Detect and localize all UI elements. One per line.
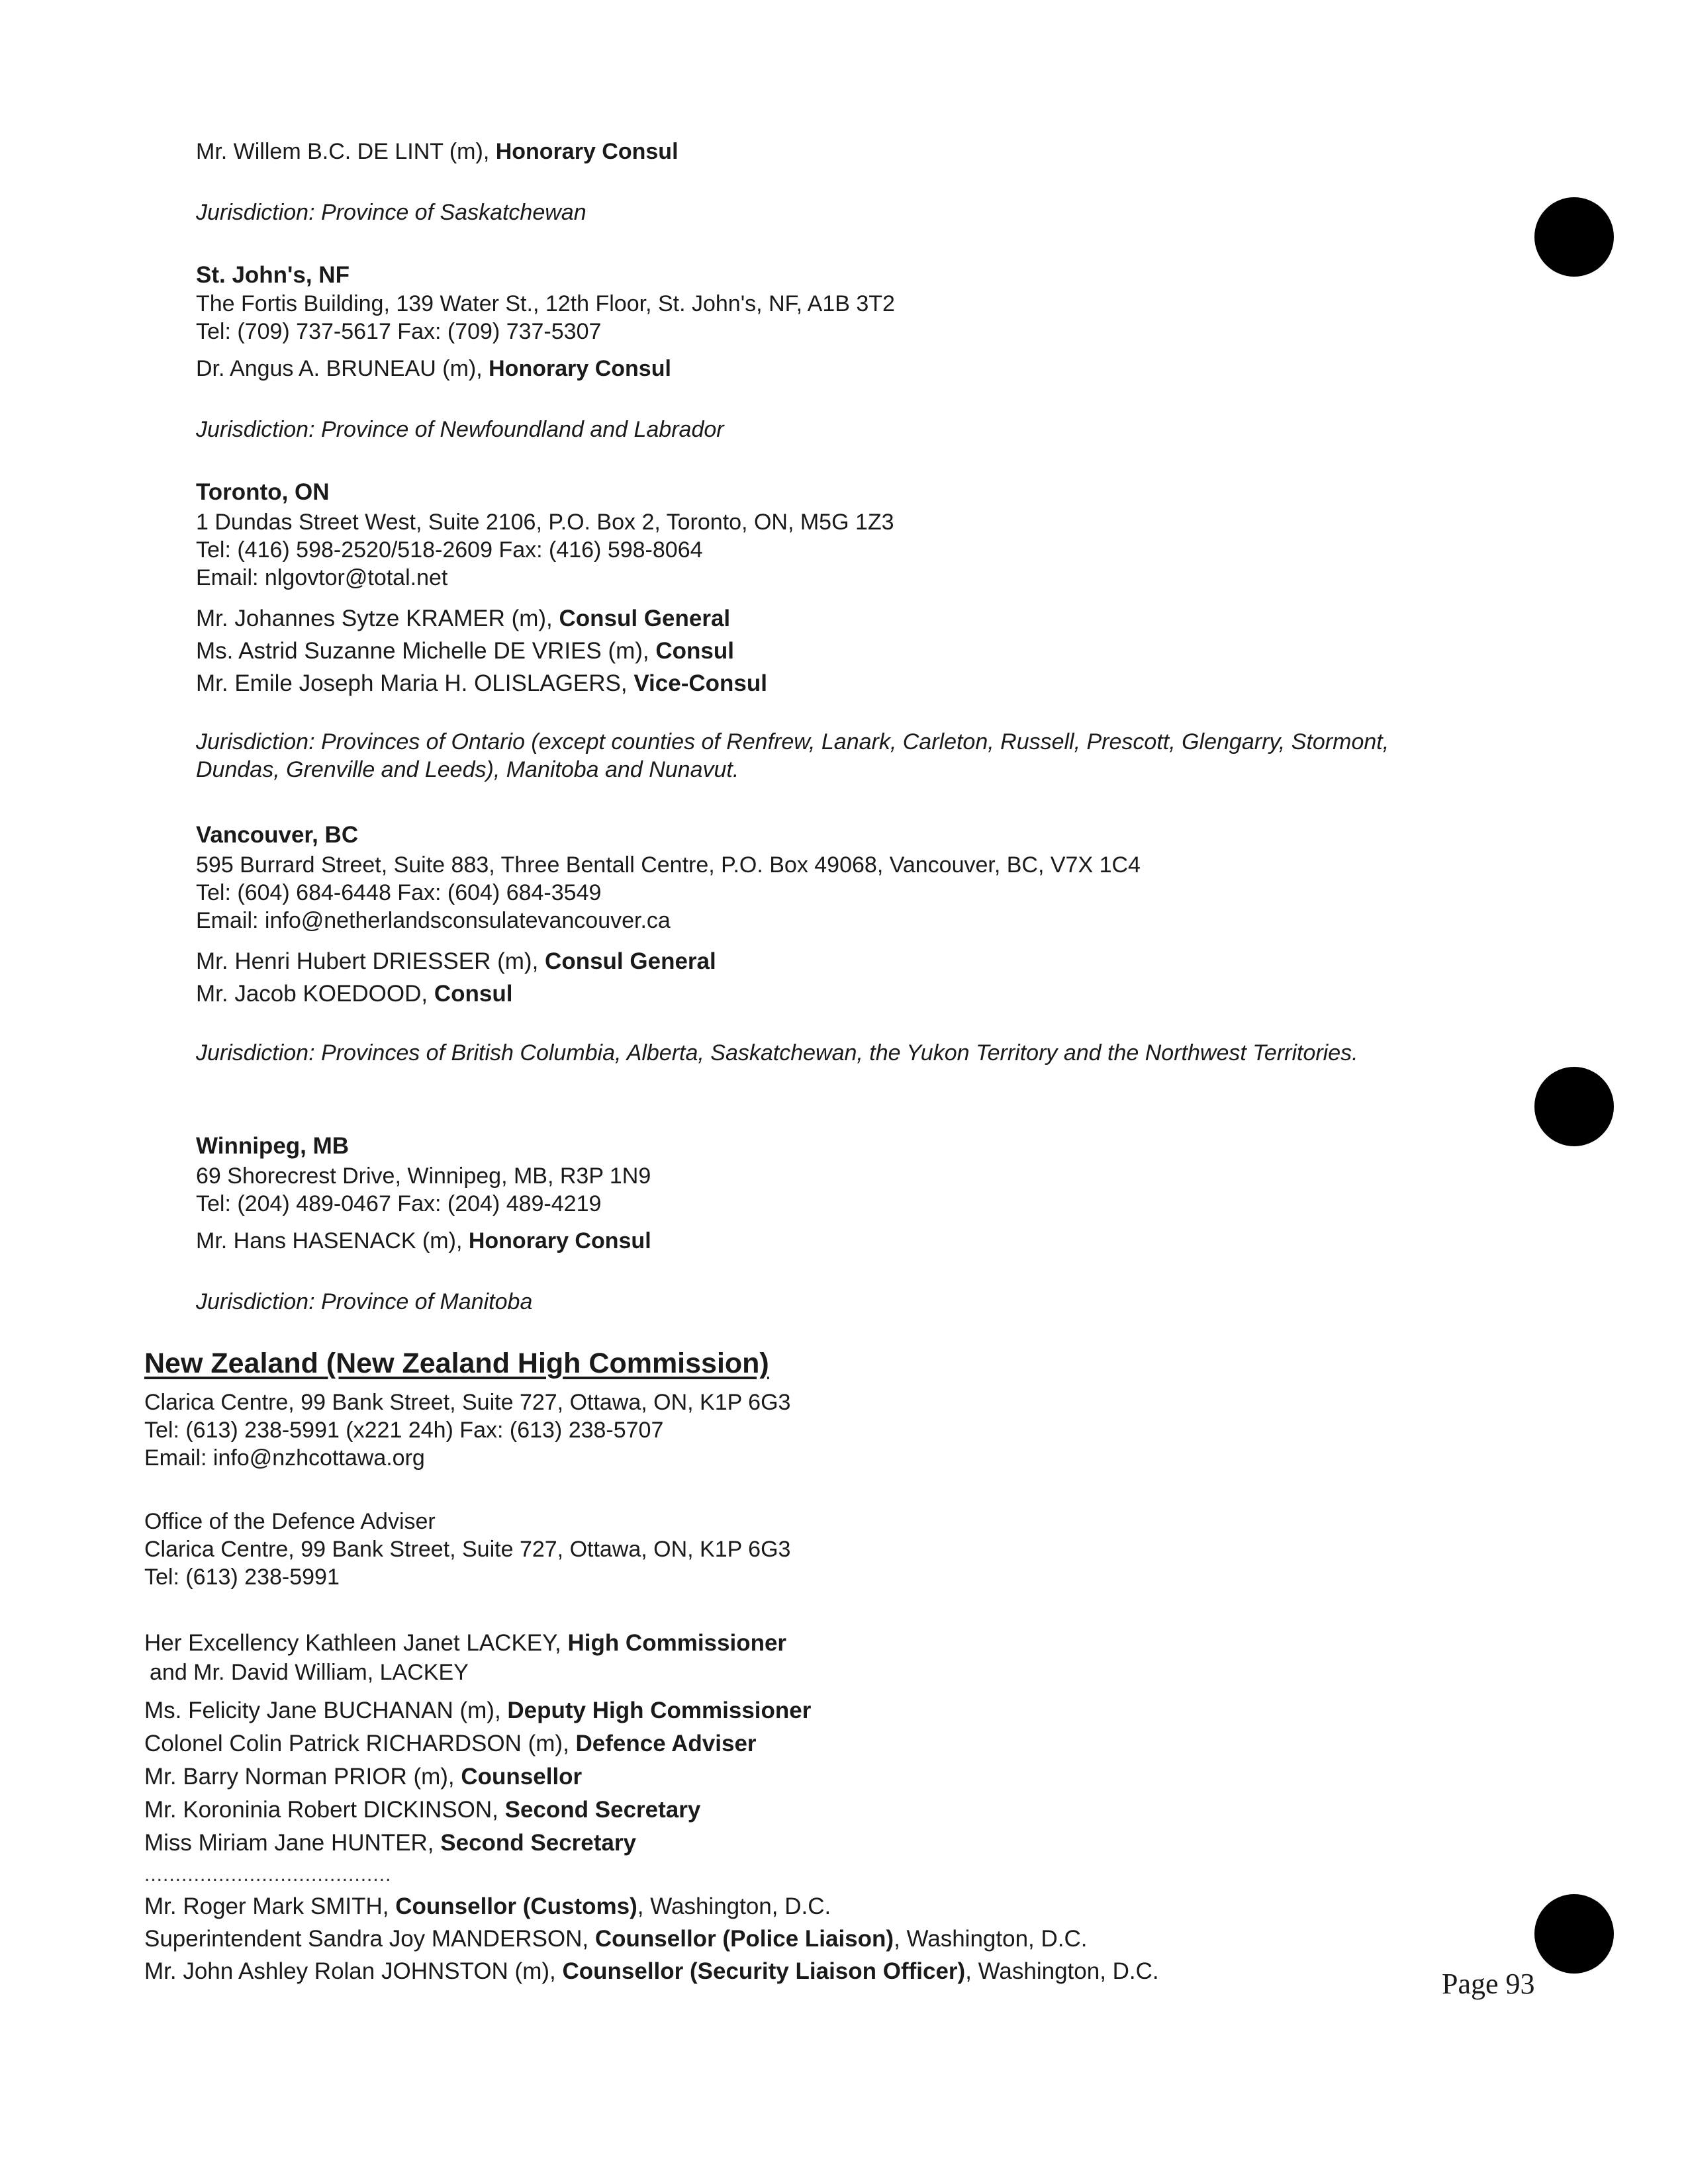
person-location: , Washington, D.C.	[894, 1926, 1088, 1952]
staff-row	[196, 602, 1520, 635]
person-title: Consul	[434, 981, 513, 1007]
punch-hole-middle	[1534, 1067, 1614, 1146]
person-title: Honorary Consul	[489, 356, 671, 381]
phone-line: Tel: (613) 238-5991 (x221 24h) Fax: (613) 238-5707	[144, 1418, 664, 1443]
person-title: Consul General	[545, 948, 716, 974]
staff-list	[144, 1694, 1468, 1860]
person-title: Consul General	[559, 606, 731, 631]
person-name: Miss Miriam Jane HUNTER,	[144, 1830, 441, 1856]
person-title: Counsellor (Customs)	[395, 1893, 637, 1919]
person-name: Mr. Johannes Sytze KRAMER (m),	[196, 606, 559, 631]
person-name: Ms. Astrid Suzanne Michelle DE VRIES (m),	[196, 638, 656, 664]
address-line: 595 Burrard Street, Suite 883, Three Bentall Centre, P.O. Box 49068, Vancouver, BC, V7X 1C4	[196, 852, 1141, 878]
person-title: High Commissioner	[567, 1630, 787, 1656]
phone-line: Tel: (416) 598-2520/518-2609 Fax: (416) 598-8064	[196, 537, 703, 563]
person-name: Mr. Willem B.C. DE LINT (m),	[196, 139, 496, 164]
person-title: Vice-Consul	[633, 670, 767, 696]
head-of-mission-line	[144, 1629, 1468, 1657]
staff-row	[144, 1760, 1468, 1794]
person-name: Mr. Barry Norman PRIOR (m),	[144, 1764, 461, 1790]
person-title: Counsellor	[461, 1764, 583, 1790]
person-title: Second Secretary	[504, 1797, 701, 1823]
email-line: Email: info@nzhcottawa.org	[144, 1445, 425, 1471]
jurisdiction-line: Dundas, Grenville and Leeds), Manitoba and Nunavut.	[196, 757, 739, 782]
person-name: Colonel Colin Patrick RICHARDSON (m),	[144, 1731, 576, 1756]
person-title: Second Secretary	[440, 1830, 636, 1856]
washington-staff-list	[144, 1890, 1468, 1987]
jurisdiction-text: Jurisdiction: Province of Manitoba	[196, 1289, 533, 1314]
staff-list	[196, 945, 1520, 1010]
phone-line: Tel: (709) 737-5617 Fax: (709) 737-5307	[196, 319, 602, 344]
person-name: Mr. Hans HASENACK (m),	[196, 1228, 469, 1253]
country-heading: New Zealand (New Zealand High Commission)	[144, 1347, 769, 1379]
person-name: Mr. Koroninia Robert DICKINSON,	[144, 1797, 505, 1823]
phone-line: Tel: (204) 489-0467 Fax: (204) 489-4219	[196, 1191, 602, 1216]
jurisdiction-text: Jurisdiction: Provinces of British Columbia, Alberta, Saskatchewan, the Yukon Territory and the Northwest Territories.	[196, 1040, 1358, 1066]
address-line: 69 Shorecrest Drive, Winnipeg, MB, R3P 1N9	[196, 1163, 651, 1189]
staff-row	[144, 1727, 1468, 1760]
jurisdiction-text	[196, 728, 1520, 784]
jurisdiction-text: Jurisdiction: Province of Newfoundland and Labrador	[196, 417, 724, 442]
city-heading: Vancouver, BC	[196, 822, 359, 848]
person-name: Her Excellency Kathleen Janet LACKEY,	[144, 1630, 568, 1656]
staff-row	[144, 1955, 1468, 1987]
person-title: Defence Adviser	[575, 1731, 757, 1756]
dotted-separator: ........................................	[144, 1864, 392, 1886]
staff-row	[196, 667, 1520, 700]
person-name: Mr. John Ashley Rolan JOHNSTON (m),	[144, 1958, 563, 1984]
person-line	[196, 1227, 1520, 1255]
spouse-line: and Mr. David William, LACKEY	[150, 1660, 469, 1685]
address-line: The Fortis Building, 139 Water St., 12th Floor, St. John's, NF, A1B 3T2	[196, 291, 895, 316]
jurisdiction-line: Jurisdiction: Provinces of Ontario (except counties of Renfrew, Lanark, Carleton, Russell, Prescott, Glengarry, Stormont,	[196, 729, 1389, 754]
jurisdiction-text: Jurisdiction: Province of Saskatchewan	[196, 200, 586, 225]
person-title: Counsellor (Security Liaison Officer)	[562, 1958, 966, 1984]
punch-hole-top	[1534, 197, 1614, 277]
person-name: Superintendent Sandra Joy MANDERSON,	[144, 1926, 595, 1952]
person-title: Honorary Consul	[495, 139, 679, 164]
staff-list	[196, 602, 1520, 700]
person-title: Counsellor (Police Liaison)	[594, 1926, 894, 1952]
person-location: , Washington, D.C.	[965, 1958, 1159, 1984]
staff-row	[144, 1827, 1468, 1860]
person-line	[196, 355, 1520, 383]
city-heading: St. John's, NF	[196, 262, 350, 288]
person-title: Deputy High Commissioner	[507, 1698, 812, 1723]
city-heading: Toronto, ON	[196, 479, 330, 505]
person-line	[196, 138, 1520, 165]
address-line: Clarica Centre, 99 Bank Street, Suite 727, Ottawa, ON, K1P 6G3	[144, 1537, 791, 1562]
staff-row	[144, 1890, 1468, 1923]
phone-line: Tel: (613) 238-5991	[144, 1565, 340, 1590]
staff-row	[144, 1923, 1468, 1955]
staff-row	[196, 945, 1520, 978]
phone-line: Tel: (604) 684-6448 Fax: (604) 684-3549	[196, 880, 602, 905]
person-name: Ms. Felicity Jane BUCHANAN (m),	[144, 1698, 508, 1723]
person-name: Mr. Roger Mark SMITH,	[144, 1893, 396, 1919]
staff-row	[144, 1794, 1468, 1827]
person-name: Mr. Henri Hubert DRIESSER (m),	[196, 948, 545, 974]
staff-row	[196, 978, 1520, 1010]
person-location: , Washington, D.C.	[637, 1893, 831, 1919]
person-name: Mr. Jacob KOEDOOD,	[196, 981, 434, 1007]
defence-office-label: Office of the Defence Adviser	[144, 1509, 436, 1534]
staff-row	[196, 635, 1520, 667]
address-line: Clarica Centre, 99 Bank Street, Suite 727, Ottawa, ON, K1P 6G3	[144, 1390, 791, 1415]
person-title: Honorary Consul	[468, 1228, 651, 1253]
person-name: Mr. Emile Joseph Maria H. OLISLAGERS,	[196, 670, 634, 696]
email-line: Email: nlgovtor@total.net	[196, 565, 448, 590]
staff-row	[144, 1694, 1468, 1727]
email-line: Email: info@netherlandsconsulatevancouver.ca	[196, 908, 671, 933]
person-name: Dr. Angus A. BRUNEAU (m),	[196, 356, 489, 381]
punch-hole-bottom	[1534, 1894, 1614, 1974]
address-line: 1 Dundas Street West, Suite 2106, P.O. Box 2, Toronto, ON, M5G 1Z3	[196, 510, 894, 535]
page-number: Page 93	[1442, 1968, 1535, 2000]
person-title: Consul	[655, 638, 734, 664]
city-heading: Winnipeg, MB	[196, 1133, 350, 1159]
